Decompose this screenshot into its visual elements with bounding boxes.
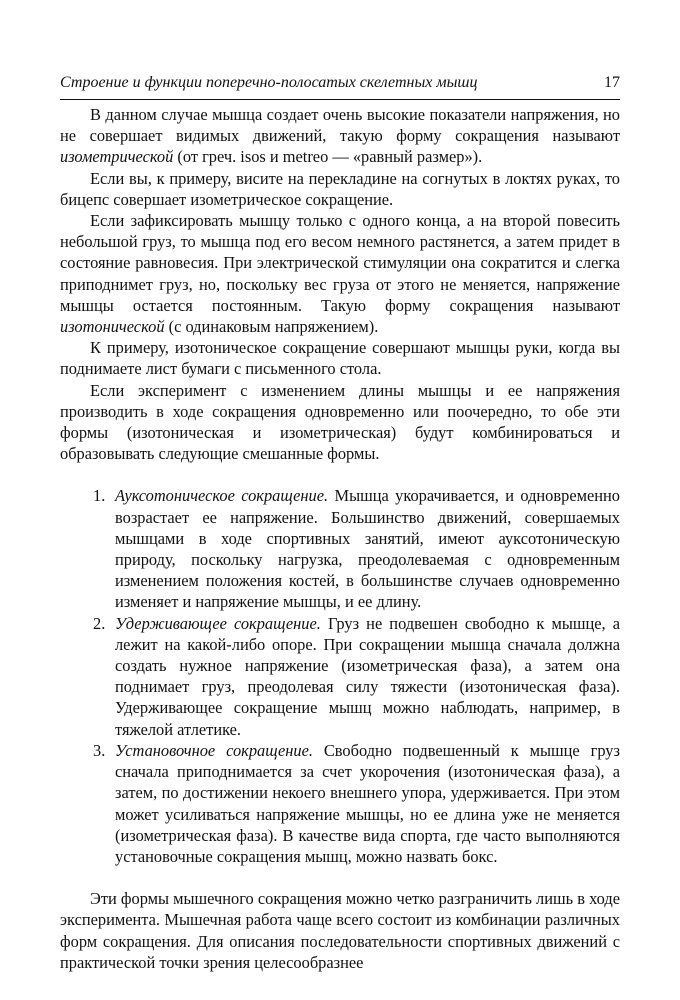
paragraph-1: В данном случае мышца создает очень высокие показатели напряжения, но не совершает видимых движений, такую форму сокращения называют изометрической (от греч. isos и metreo — «равный размер»). <box>60 105 620 167</box>
paragraph-5: Если эксперимент с изменением длины мышцы и ее напряжения производить в ходе сокращения одновременно или поочередно, то обе эти формы (изотоническая и изометрическая) будут комбинироваться и образовывать следующие смешанные формы. <box>60 380 620 464</box>
contraction-forms-list <box>60 485 620 867</box>
paragraph-2: Если вы, к примеру, висите на перекладине на согнутых в локтях руках, то бицепс совершает изометрическое сокращение. <box>60 168 620 209</box>
list-item: 3. Установочное сокращение. Свободно подвешенный к мышце груз сначала приподнимается за счет укорочения (изотоническая фаза), а затем, по достижении некоего внешнего упора, удерживается. При этом может усиливаться напряжение мышцы, но ее длина уже не меняется (изометрическая фаза). В качестве вида спорта, где часто выполняются установочные сокращения мышц, можно назвать бокс. <box>93 740 620 866</box>
term-isotonic: изотонической <box>60 317 165 337</box>
list-term: Установочное сокращение. <box>115 740 313 760</box>
paragraph-3: Если зафиксировать мышцу только с одного конца, а на второй повесить небольшой груз, то мышца под его весом немного растянется, а затем придет в состояние равновесия. При электрической стимуляции она сократится и слегка приподнимет груз, но, поскольку вес груза от этого не меняется, напряжение мышцы остается постоянным. Такую форму сокращения называют изотонической (с одинаковым напряжением). <box>60 211 620 337</box>
list-term: Удерживающее сокращение. <box>115 613 321 633</box>
running-header <box>60 74 620 92</box>
running-header-title: Строение и функции поперечно-полосатых скелетных мышц <box>60 74 478 91</box>
page-number: 17 <box>604 74 620 91</box>
term-isometric: изометрической <box>60 147 174 167</box>
list-number: 3. <box>93 740 106 760</box>
paragraph-6: Эти формы мышечного сокращения можно четко разграничить лишь в ходе эксперимента. Мышечная работа чаще всего состоит из комбинации различных форм сокращения. Для описания последовательности спортивных движений с практической точки зрения целесообразнее <box>60 889 620 972</box>
list-number: 2. <box>93 613 106 633</box>
page-body <box>60 104 620 973</box>
list-number: 1. <box>93 486 106 506</box>
list-item: 1. Ауксотоническое сокращение. Мышца укорачивается, и одновременно возрастает ее напряжение. Большинство движений, совершаемых мышцами в ходе спортивных занятий, имеют ауксотоническую природу, поскольку нагрузка, преодолеваемая с одновременным изменением положения костей, в большинстве случаев одновременно изменяет и напряжение мышцы, и ее длину. <box>93 486 620 612</box>
paragraph-4: К примеру, изотоническое сокращение совершают мышцы руки, когда вы поднимаете лист бумаги с письменного стола. <box>60 338 620 379</box>
list-item: 2. Удерживающее сокращение. Груз не подвешен свободно к мышце, а лежит на какой-либо опоре. При сокращении мышца сначала должна создать нужное напряжение (изометрическая фаза), а затем она поднимает груз, преодолевая силу тяжести (изотоническая фаза). Удерживающее сокращение мышц можно наблюдать, например, в тяжелой атлетике. <box>93 613 620 739</box>
header-rule <box>60 99 620 100</box>
list-term: Ауксотоническое сокращение. <box>115 486 329 506</box>
